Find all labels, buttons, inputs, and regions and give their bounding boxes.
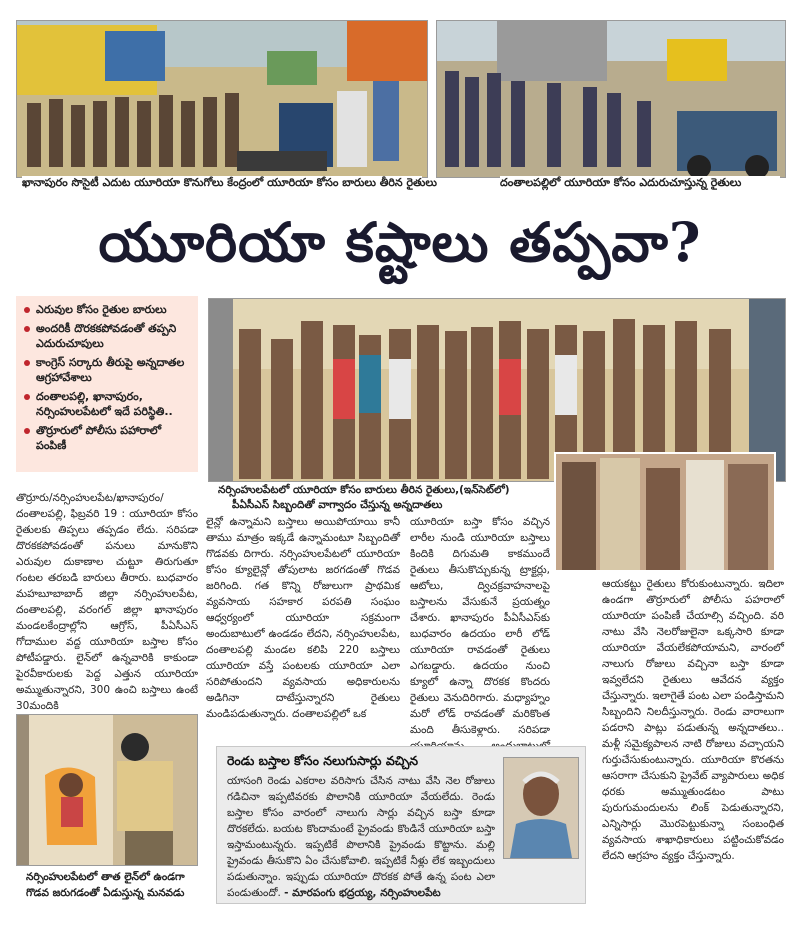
highlight-item: తొర్రూరులో పోలీసు పహారాలో పంపిణీ — [24, 423, 192, 453]
highlight-item: అందరికీ దొరకకపోవడంతో తప్పని ఎదురుచూపులు — [24, 321, 192, 351]
box-signature: - మారపంగు భద్రయ్య, నర్సింహులపేట — [284, 887, 441, 899]
highlight-item: దంతాలపల్లి, ఖానాపురం, నర్సింహులపేటలో ఇదే పరిస్థితి.. — [24, 389, 192, 419]
highlights-box — [16, 296, 198, 472]
article-column-1: తొర్రూరు/నర్సింహులపేట/ఖానాపురం/దంతాలపల్లి, ఫిబ్రవరి 19 : యూరియా కోసం రైతులకు తిప్పలు తప్పడం లేదు. సరిపడా దొరకకపోవడంతో పనులు మానుకొని ఎరువుల దుకాణాల చుట్టూ తిరుగుతూ గంటల తరబడి బారులు తీరారు. బుధవారం మహబూబాబాద్ జిల్లా నర్సింహులపేట, దంతాలపల్లి, వరంగల్ జిల్లా ఖానాపురం మండలకేంద్రాల్లోని ఆగ్రోస్, పీఏసీఎస్ గోదాముల వద్ద యూరియా బస్తాల కోసం పోటీపడ్డారు. లైన్‌లో ఉన్నవారికి కాకుండా పైరవీకారులకు పెద్ద ఎత్తున యూరియా అమ్ముతున్నారని, 300 ఉంచి బస్తాలు ఉంటే 30మందికి — [16, 492, 198, 712]
box-text — [227, 773, 495, 901]
headline: యూరియా కష్టాలు తప్పవా? — [98, 210, 702, 274]
article-column-2: లైన్లో ఉన్నామని బస్తాలు అయిపోయాయి కానీ తాము మాత్రం ఇక్కడే ఉన్నామంటూ సిబ్బందితో గొడవకు దిగారు. నర్సింహులపేటలో యూరియా కోసం క్యూలైన్లో తోపులాట జరగడంతో గొడవ జరిగింది. గత కొన్ని రోజులుగా ప్రాథమిక వ్యవసాయ సహకార పరపతి సంఘం ఆధ్వర్యంలో యూరియా సక్రమంగా అందుబాటులో ఉండడం లేదని, నర్సింహులపేట, దంతాలపల్లి మండల కలిపి 220 బస్తాలు యూరియా వస్తే పంటలకు యూరియా ఎలా సరిపోతుందని వ్యవసాయ అధికారులను అడిగినా దాటేస్తున్నారని రైతులు మండిపడుతున్నారు. దంతాలపల్లిలో ఒక — [206, 516, 400, 720]
photo-caption: పీఏసీఎస్ సిబ్బందితో వాగ్వాదం చేస్తున్న అన్నదాతలు — [232, 498, 552, 512]
box-title: రెండు బస్తాల కోసం నలుగుసార్లు వచ్చిన — [227, 753, 419, 768]
photo-danthalapalli-waiting — [436, 20, 786, 178]
box-quote: యాసంగి రెండు ఎకరాల వరిసాగు చేసిన నాటు వేసి నెల రోజులు గడిచినా ఇప్పటివరకు పొలానికి యూరియా వేయలేదు. రెండు బస్తాల కోసం వారంలో నాలుగు సార్లు వచ్చిన బస్తా కూడా దొరకలేదు. బయట కొందామంటే ప్రైవండు కొండినే యూరియా బస్తా ఇస్తామంటున్నరు. ఇప్పటికే పొలానికి ప్రైవండు కొట్టాను. మల్లి ప్రైవండు తీసుకొని ఏం చేసుకోవాలి. ఇప్పటికే నీళ్లు లేక ఇబ్బందులు పడుతున్నాం. ఇప్పుడు యూరియా దొరకక పోతే ఉన్న పంట ఎలా పండుతుందో. — [227, 775, 495, 899]
photo-caption: దంతాలపల్లిలో యూరియా కోసం ఎదురుచూస్తున్న రైతులు — [500, 176, 780, 190]
farmer-quote-box — [216, 746, 586, 904]
photo-caption: నర్సింహులపేటలో యూరియా కోసం బారులు తీరిన రైతులు,(ఇన్‌సెట్‌లో) — [218, 483, 552, 497]
photo-caption: ఖానాపురం సొసైటీ ఎదుట యూరియా కొనుగోలు కేంద్రంలో యూరియా కోసం బారులు తీరిన రైతులు — [22, 176, 437, 189]
photo-caption: గొడవ జరుగడంతో ఏడుస్తున్న మనవడు — [26, 886, 196, 900]
highlight-item: ఎరువుల కోసం రైతుల బారులు — [24, 302, 192, 317]
article-column-3: యూరియా బస్తా కోసం వచ్చిన లారీల నుండి యూరియా బస్తాలు కిందికి దిగుమతి కాకముందే రైతులు తీసుకొచ్చుకున్న ట్రాక్టర్లు, ఆటోలు, ద్విచక్రవాహనాలపై బస్తాలను వేసుకునే ప్రయత్నం చేశారు. ఖానాపురం పీఏసీఎస్‌కు బుధవారం ఉదయం లారీ లోడ్ యూరియా రావడంతో రైతులు ఎగబడ్డారు. ఉదయం నుంచి క్యూలో ఉన్నా దొరకక కొందరు రైతులు వెనుదిరిగారు. మధ్యాహ్నం మరో లోడ్ రావడంతో మరికొంత మంది తీసుకెళ్లారు. సరిపడా — [410, 516, 550, 736]
photo-farmer-portrait — [503, 757, 579, 859]
photo-caption: నర్సింహులపేటలో తాత లైన్‌లో ఉండగా — [26, 870, 196, 884]
photo-inset-argument — [554, 452, 776, 572]
photo-crying-grandson — [16, 714, 198, 866]
article-column-4: ఆయకట్టు రైతులు కోరుకుంటున్నారు. ఇదిలా ఉండగా తొర్రూరులో పోలీసు పహరాలో యూరియా పంపిణీ చేయాల్సి వచ్చింది. వరి నాటు వేసి నెలరోజులైనా ఒక్కసారి కూడా యూరియా వేయలేకపోయామని, వారంలో నాలుగు రోజులు వచ్చినా బస్తా కూడా ఇవ్వలేదని రైతులు ఆవేదన వ్యక్తం చేస్తున్నారు. ఇలాగైతే పంట ఎలా పండిస్తామని సిబ్బందిని నిలదీస్తున్నారు. రెండు వారాలుగా పడరాని పాట్లు పడుతున్న అన్నదాతలు.. మళ్లీ సమైక్యపాలన నాటి రోజులు వచ్చాయని గుర్తుచేసుకుంటున్నారు. యూరియా కొరతను ఆసరాగా చేసుకుని ప్రైవేట్ వ్యాపారులు అధిక ధరకు అమ్ముతుండటం పాటు పురుగుమందులను లింక్ పెడుతున్నారని, ఎన్నిసార్లు మొరపెట్టుకున్నా సంబంధిత వ్యవసాయ శాఖాధికారులు పట్టించుకోవడం లేదని ఆగ్రహం వ్యక్తం చేస్తున్నారు. — [602, 578, 784, 862]
highlight-item: కాంగ్రెస్ సర్కారు తీరుపై అన్నదాతల ఆగ్రహావేశాలు — [24, 355, 192, 385]
photo-khanapuram-queue — [16, 20, 428, 178]
